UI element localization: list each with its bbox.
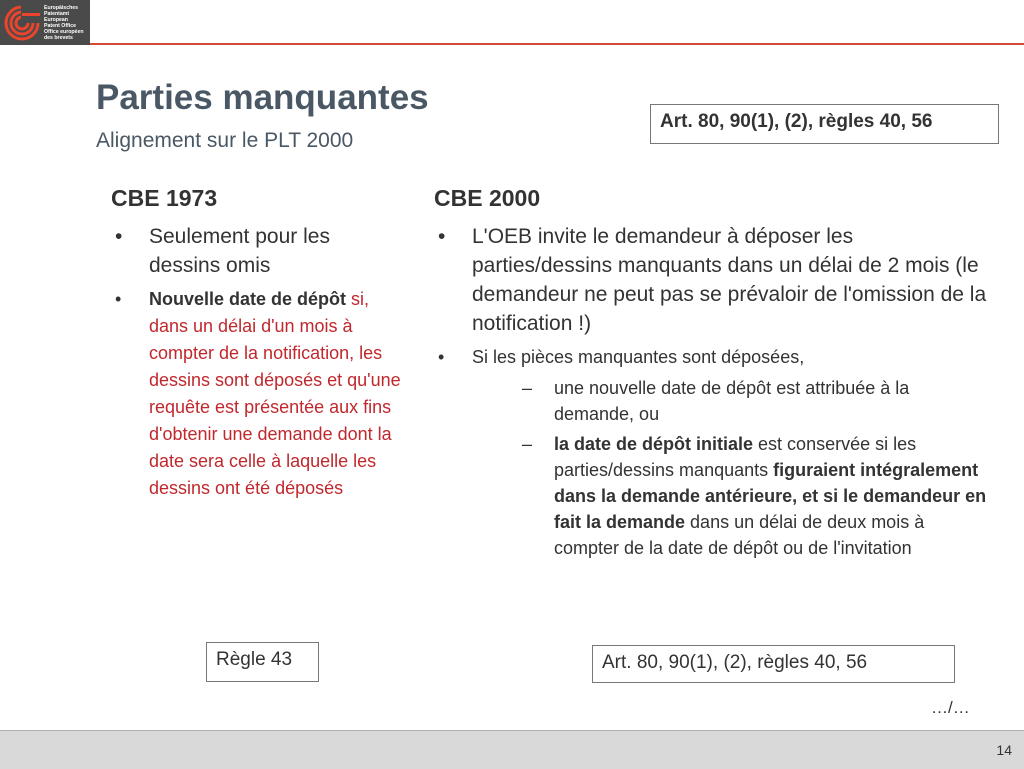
bullet-item [434, 344, 994, 561]
logo-line: European [44, 16, 68, 23]
sub-bullet-bold-text: la date de dépôt initiale [554, 434, 754, 454]
column-heading: CBE 1973 [111, 185, 218, 211]
bullet-item [111, 286, 401, 502]
epo-logo-icon [0, 0, 44, 45]
header-divider [90, 43, 1024, 45]
slide-title: Parties manquantes [96, 78, 429, 117]
bullet-item [111, 222, 401, 280]
sub-bullet-text: est conservée si les parties/dessins manquants [554, 434, 917, 480]
sub-bullet-item [472, 375, 994, 427]
legal-reference-right: Art. 80, 90(1), (2), règles 40, 56 [592, 645, 955, 683]
sub-bullet-text: dans un délai de deux mois à compter de la date de dépôt ou de l'invitation [554, 512, 925, 558]
logo-line: des brevets [44, 34, 73, 41]
sub-bullet-bold-text: figuraient intégralement dans la demande antérieure, et si le demandeur en fait la demande [554, 460, 987, 532]
footer-bar [0, 730, 1024, 769]
bullet-item [434, 222, 994, 338]
sub-bullet-item [472, 431, 994, 561]
page-number: 14 [996, 742, 1012, 758]
logo-line: Office européen [44, 28, 84, 35]
legal-reference-left: Règle 43 [206, 642, 319, 682]
sub-bullet-text: une nouvelle date de dépôt est attribuée à la demande, ou [554, 378, 910, 424]
logo-line: Patent Office [44, 22, 76, 29]
logo-line: Europäisches [44, 4, 79, 11]
column-epc-2000 [434, 185, 994, 561]
epo-logo [0, 0, 90, 45]
bullet-text: Si les pièces manquantes sont déposées, [472, 347, 805, 367]
epo-logo-text [44, 5, 84, 41]
column-heading: CBE 2000 [434, 185, 541, 211]
bullet-text: L'OEB invite le demandeur à déposer les parties/dessins manquants dans un délai de 2 mois (le demandeur ne peut pas se prévaloir de l'omission de la notification !) [472, 225, 987, 335]
bullet-text: Seulement pour les dessins omis [149, 225, 330, 277]
logo-line: Patentamt [44, 10, 70, 17]
bullet-red-text: si, dans un délai d'un mois à compter de la notification, les dessins sont déposés et qu'une requête est présentée aux fins d'obtenir une demande dont la date sera celle à laquelle les dessins ont été déposés [149, 289, 401, 498]
legal-reference-top: Art. 80, 90(1), (2), règles 40, 56 [650, 104, 999, 144]
bullet-bold-text: Nouvelle date de dépôt [149, 289, 347, 309]
slide-subtitle: Alignement sur le PLT 2000 [96, 129, 354, 152]
column-epc-1973 [111, 185, 401, 502]
continuation-marker: …/… [931, 698, 970, 717]
